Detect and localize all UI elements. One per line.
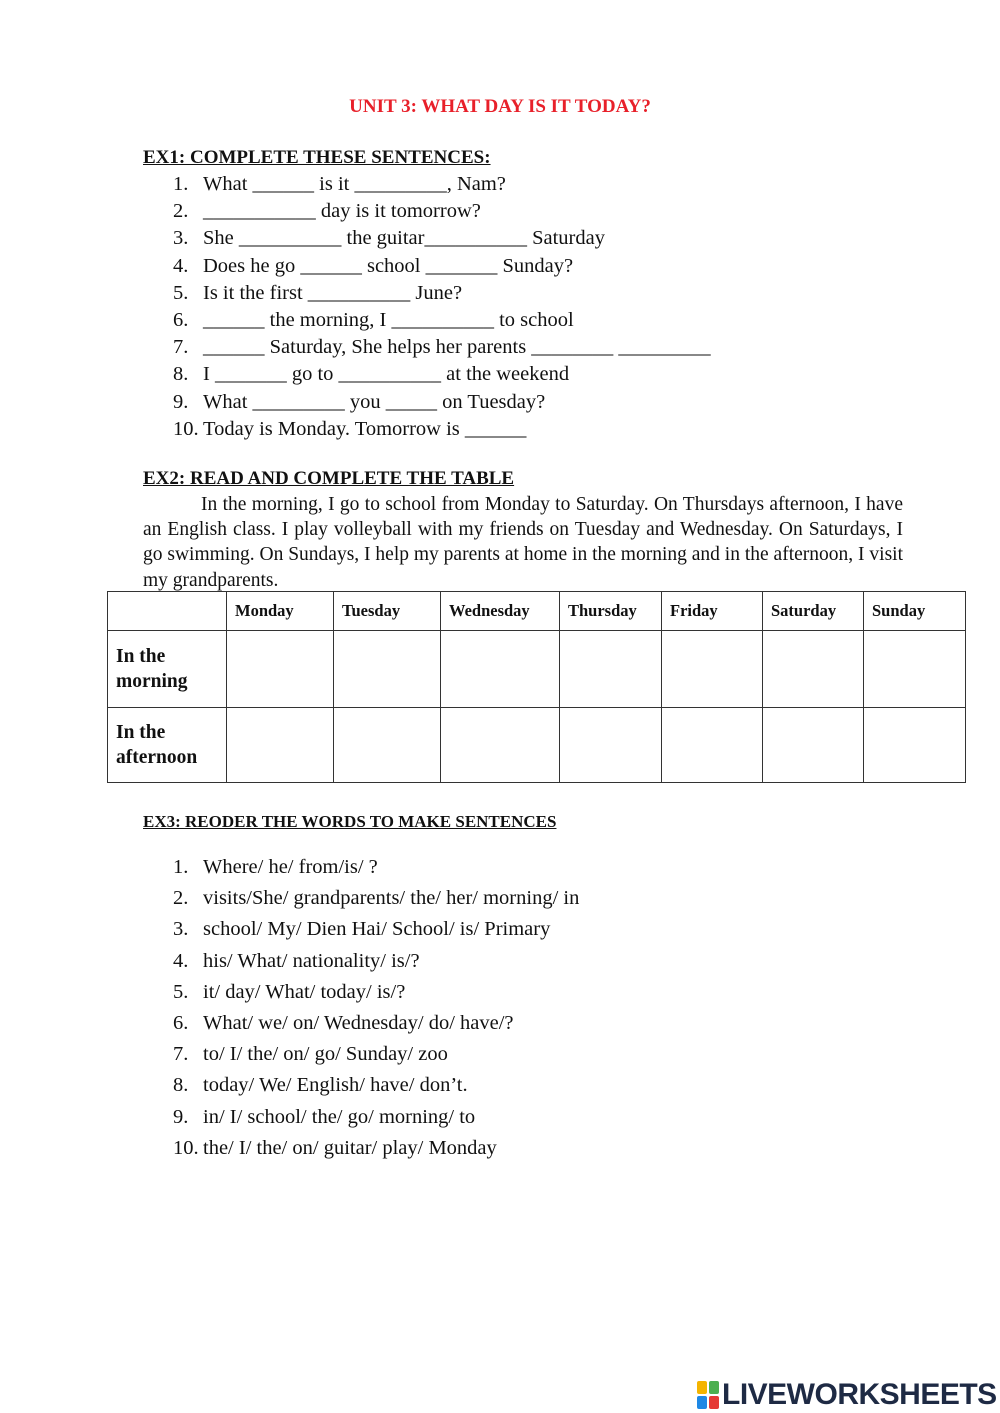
answer-cell[interactable]: [441, 631, 560, 708]
list-item: [173, 361, 711, 388]
answer-cell[interactable]: [864, 708, 966, 783]
column-header: Monday: [227, 592, 334, 631]
column-header: Saturday: [763, 592, 864, 631]
schedule-table: [107, 591, 966, 783]
item-number: 3.: [173, 227, 189, 250]
list-item: [173, 1133, 579, 1164]
row-label-line: morning: [116, 671, 188, 692]
ex1-heading: EX1: COMPLETE THESE SENTENCES:: [143, 147, 491, 168]
item-text: in/ I/ school/ the/ go/ morning/ to: [203, 1105, 476, 1128]
ex2-passage: In the morning, I go to school from Monday to Saturday. On Thursdays afternoon, I have an English class. I play volleyball with my friends on Tuesday and Wednesday. On Saturdays, I go swimming. On Sundays, I help my parents at home in the morning and in the afternoon, I visit my grandparents.: [143, 494, 903, 591]
item-text: ___________ day is it tomorrow?: [203, 200, 481, 223]
item-number: 8.: [173, 1074, 189, 1097]
row-label-line: In the: [116, 646, 166, 667]
item-number: 7.: [173, 336, 189, 359]
answer-cell[interactable]: [560, 631, 662, 708]
logo-tile-blue: [697, 1396, 707, 1409]
list-item: [173, 198, 711, 225]
answer-cell[interactable]: [662, 708, 763, 783]
item-number: 4.: [173, 949, 189, 972]
item-number: 5.: [173, 980, 189, 1003]
list-item: [173, 280, 711, 307]
item-text: Does he go ______ school _______ Sunday?: [203, 254, 574, 277]
item-number: 9.: [173, 390, 189, 413]
item-number: 10.: [173, 417, 199, 440]
watermark-text: LIVEWORKSHEETS: [722, 1378, 997, 1411]
item-text: What _________ you _____ on Tuesday?: [203, 390, 546, 413]
item-text: What/ we/ on/ Wednesday/ do/ have/?: [203, 1011, 514, 1034]
row-header: [108, 631, 227, 708]
item-number: 2.: [173, 200, 189, 223]
column-header: Friday: [662, 592, 763, 631]
item-number: 2.: [173, 887, 189, 910]
list-item: [173, 1102, 579, 1133]
item-text: She __________ the guitar__________ Saturday: [203, 227, 605, 250]
table-row: [108, 708, 966, 783]
item-number: 8.: [173, 363, 189, 386]
table-header-row: [108, 592, 966, 631]
item-text: school/ My/ Dien Hai/ School/ is/ Primary: [203, 918, 551, 941]
list-item: [173, 334, 711, 361]
logo-tile-green: [709, 1381, 719, 1394]
column-header: Sunday: [864, 592, 966, 631]
item-number: 3.: [173, 918, 189, 941]
item-number: 6.: [173, 308, 189, 331]
list-item: [173, 307, 711, 334]
column-header: Tuesday: [334, 592, 441, 631]
list-item: [173, 1008, 579, 1039]
answer-cell[interactable]: [763, 708, 864, 783]
item-text: his/ What/ nationality/ is/?: [203, 949, 420, 972]
liveworksheets-logo-icon: [697, 1381, 719, 1409]
table-row: [108, 631, 966, 708]
list-item: [173, 1070, 579, 1101]
answer-cell[interactable]: [864, 631, 966, 708]
item-text: Is it the first __________ June?: [203, 281, 463, 304]
item-number: 6.: [173, 1011, 189, 1034]
list-item: [173, 914, 579, 945]
list-item: [173, 946, 579, 977]
item-number: 9.: [173, 1105, 189, 1128]
item-text: ______ the morning, I __________ to school: [203, 308, 574, 331]
list-item: [173, 416, 711, 443]
row-label-line: In the: [116, 722, 166, 743]
answer-cell[interactable]: [441, 708, 560, 783]
liveworksheets-watermark: [697, 1378, 997, 1412]
item-text: Today is Monday. Tomorrow is ______: [203, 417, 527, 440]
logo-tile-yellow: [697, 1381, 707, 1394]
answer-cell[interactable]: [763, 631, 864, 708]
answer-cell[interactable]: [227, 708, 334, 783]
item-number: 1.: [173, 856, 189, 878]
ex3-heading: EX3: REODER THE WORDS TO MAKE SENTENCES: [143, 812, 557, 831]
answer-cell[interactable]: [334, 708, 441, 783]
page-title: UNIT 3: WHAT DAY IS IT TODAY?: [349, 96, 651, 117]
list-item: [173, 253, 711, 280]
item-text: I _______ go to __________ at the weekend: [203, 363, 570, 386]
item-number: 4.: [173, 254, 189, 277]
ex2-heading: EX2: READ AND COMPLETE THE TABLE: [143, 468, 515, 489]
item-number: 1.: [173, 173, 189, 195]
logo-tile-red: [709, 1396, 719, 1409]
answer-cell[interactable]: [227, 631, 334, 708]
list-item: [173, 225, 711, 252]
table-corner-cell: [108, 592, 227, 631]
item-text: Where/ he/ from/is/ ?: [203, 856, 378, 878]
list-item: [173, 883, 579, 914]
item-number: 10.: [173, 1136, 199, 1159]
column-header: Wednesday: [441, 592, 560, 631]
row-header: [108, 708, 227, 783]
answer-cell[interactable]: [560, 708, 662, 783]
answer-cell[interactable]: [334, 631, 441, 708]
row-label-line: afternoon: [116, 747, 198, 768]
item-number: 7.: [173, 1043, 189, 1066]
item-text: to/ I/ the/ on/ go/ Sunday/ zoo: [203, 1043, 448, 1066]
item-text: visits/She/ grandparents/ the/ her/ morning/ in: [203, 887, 580, 910]
item-number: 5.: [173, 281, 189, 304]
list-item: [173, 171, 711, 198]
ex3-reorder-list: [173, 852, 579, 1164]
item-text: What ______ is it _________, Nam?: [203, 173, 506, 195]
ex1-sentence-list: [173, 171, 711, 443]
item-text: it/ day/ What/ today/ is/?: [203, 980, 406, 1003]
list-item: [173, 977, 579, 1008]
item-text: today/ We/ English/ have/ don’t.: [203, 1074, 468, 1097]
list-item: [173, 852, 579, 883]
list-item: [173, 1039, 579, 1070]
item-text: ______ Saturday, She helps her parents ________ _________: [203, 336, 711, 359]
list-item: [173, 389, 711, 416]
column-header: Thursday: [560, 592, 662, 631]
answer-cell[interactable]: [662, 631, 763, 708]
item-text: the/ I/ the/ on/ guitar/ play/ Monday: [203, 1136, 497, 1159]
